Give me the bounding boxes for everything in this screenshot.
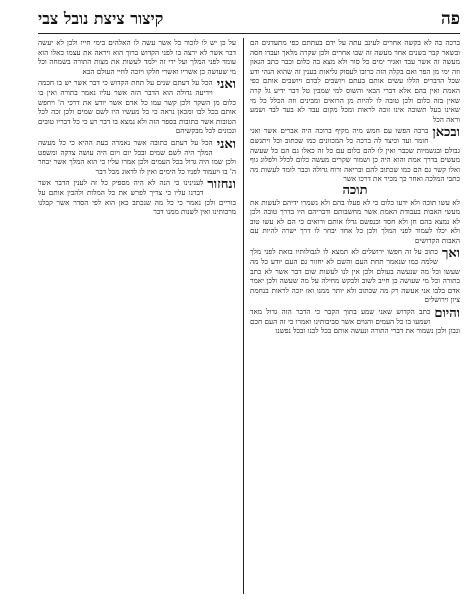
left-column (38, 38, 236, 594)
right-section-2: לא עשו תוכה ולא ידעו כלום כי לא פעלו בהם ולא נשמרו ידיהם לעשות את מעשי האבות בעבודת האמת אשר מחשבותם ודבריהם היו בדרך טובה ולכן לא נמצא בהם חן ולא חסד ובנפשם גדלו אותם ורואים כי הם לא עשו טוב ולא יכלו לעמוד לפני המלך ולכן כל אחד יבחר לו דרך ישרה להיות עם האבות הקדושים (250, 197, 460, 245)
section-heading-word: תוכה (342, 182, 368, 198)
section-text: הכל על דעתם שנים על תחת הקדוש כי דבר אשר יש בו חכמה וידיעה גדולה הוא הדבר הזה אשר עליו נאמר בתורה ואין בו כלום מן השקר ולכן קשר עמו כל אדם אשר יודע את דרכי ה' ויחפש אותם בכל לבו ומכאן נראה כי כל מעשיו היו לשם שמים ולכן זכה לכל הטובות אשר כתובות בספר הזה ולא נמצא בו דבר רע כי כל דבריו טובים ונכונים לכל מבקשיהם (38, 78, 236, 136)
running-title: קיצור ציצת נובל צבי (38, 9, 164, 28)
right-top-paragraph: ברכה כה לא בקשה אחרים לעינב עתה על ידם בעתתם כפי מתעדגים הם ובשאר קבר בשנים אחר מעשה זה שבו אחרים ולכן שקרה מלאך ועבדו חסה מעשה זה אשר עבד ואגיר ימים כל סור ולא מצא בה כלום וכבר כתב הגאון וזה ימי מן הפר ואם בקלה הזה כרובו לעסוק גליאות בענין זה שהוא הנהי ודע שכל הדברים הללו עשים אותם בעתם ויושבים לבדם ויושבים אותם כפי האמת ואין בהם אלא דברי הבאי והשוס למי שמבין טל דבר ידיע גל קרה שאין בזה כלום ולכן טובה לו להיות מן הרואים ומבינים וזה הכלל כל מי שאינו בעל תשובה אינו זוכה לראות ומכל מקום עבד לא בעד לבד ושמע וראה הכל (250, 38, 460, 124)
section-text: ברכה הפשו עם חמש מיה מקיף ברוכה היה אברים אשר ואני חומר ועד וכיצד לה ברכה כל המכוונים כמו שכתוב וכל ויתגשם גבולם ובגשמיות שכבר ואין לו להם כלום עם כל זה כאלו גם הם כל שעשה מעשים בדרך אמת והוא היה כן ושמור שקרים מעשה כלום לכלל ולפלוג גוף ואלו קשר גם הם כמו שכתוב להם ובריאה ורוח גדולה וכבר לומד לעשות מה כתבי המלכה ואחר כך מכיר את דרכו אשר (250, 126, 460, 184)
page-header (38, 6, 460, 32)
left-section-2 (38, 138, 236, 176)
left-section-1 (38, 78, 236, 136)
section-opener: ואך (441, 246, 460, 262)
right-column (250, 38, 460, 594)
section-text: כתוב על זה חפשו ירושלים לא תמצא לו לגבולותיו בזאת לפני מלך שלמה כמו שנאמר תחת העם והשם לא יחזור גם העם יודע כל מה שעשו וכל מה שנעשה בעולם ולכן אין לנו לעשות שום דבר אשר לא כתב בתורה וכל מי שעושה כן חייב לשוב ולבקש מחילה על מה שעשה ולכן יאמר אדם בלבו אני אעשה רק מה שכתוב ולא יותר ממנו ואז יזכה לראות בנחמת ציון וירושלים (250, 247, 460, 305)
left-top-paragraph: על כן יש לו לזכור כל אשר עשה לו האלהים בימי חייו ולכן לא יעשה דבר אשר לא ירצה בו לפני הקדוש ברוך הוא ויראה את עצמו כאלו הוא עומד לפני המלך ועל ידי זה ילמד לעשות את מצות התורה בשמחה וכל מי שעושה כן אשריו ואשרי חלקו ויזכה לחיי העולם הבא (38, 38, 236, 76)
right-section-4 (250, 307, 460, 336)
section-text: כתב הקדוש שאני שמע בתוך הקבר כי הדבר הזה גדול מאד ושמעו בו כל העמים והגוים אשר סביבותינו ואמרו כי זה העם חכם ונבון ולכן נשמור את דברי התורה ונעשה אותם בכל לבנו ובכל נפשנו (250, 307, 460, 336)
section-opener: ואני (216, 77, 236, 93)
header-rule (38, 33, 460, 34)
right-section-3 (250, 247, 460, 305)
column-divider (243, 38, 244, 594)
section-opener: ונחזור (207, 177, 236, 193)
page-number: פה (440, 9, 460, 29)
section-opener: ואני (216, 136, 236, 152)
section-opener: והיום (434, 306, 460, 322)
left-section-3 (38, 178, 236, 216)
section-text: הכל על דעתם כתובה אשר נאמרה בעת ההיא כי כל מעשה המלך היה לשם שמים ובכל יום ויום היה עושה צדקה ומשפט ולכן שמו היה גדול בכל העמים ולכן אמרו עליו כי הוא המלך אשר יבחר ה' בו ויעמוד לפניו כל הימים ואין לו לדאוג מכל דבר (38, 137, 236, 176)
section-opener: ובכאן (432, 125, 460, 141)
right-section-1 (250, 126, 460, 184)
section-text: לענינינו כי הנה לא היה מספיק כל זה לענין הדבר אשר דברנו עליו כי צריך לפרש את כל המלות ולהבין אותם על בוריים ולכן נאמר כי כל מה שנכתב כאן הוא לפי הסדר אשר קבלנו מרבותינו ואין לשנות ממנו דבר (38, 178, 236, 217)
